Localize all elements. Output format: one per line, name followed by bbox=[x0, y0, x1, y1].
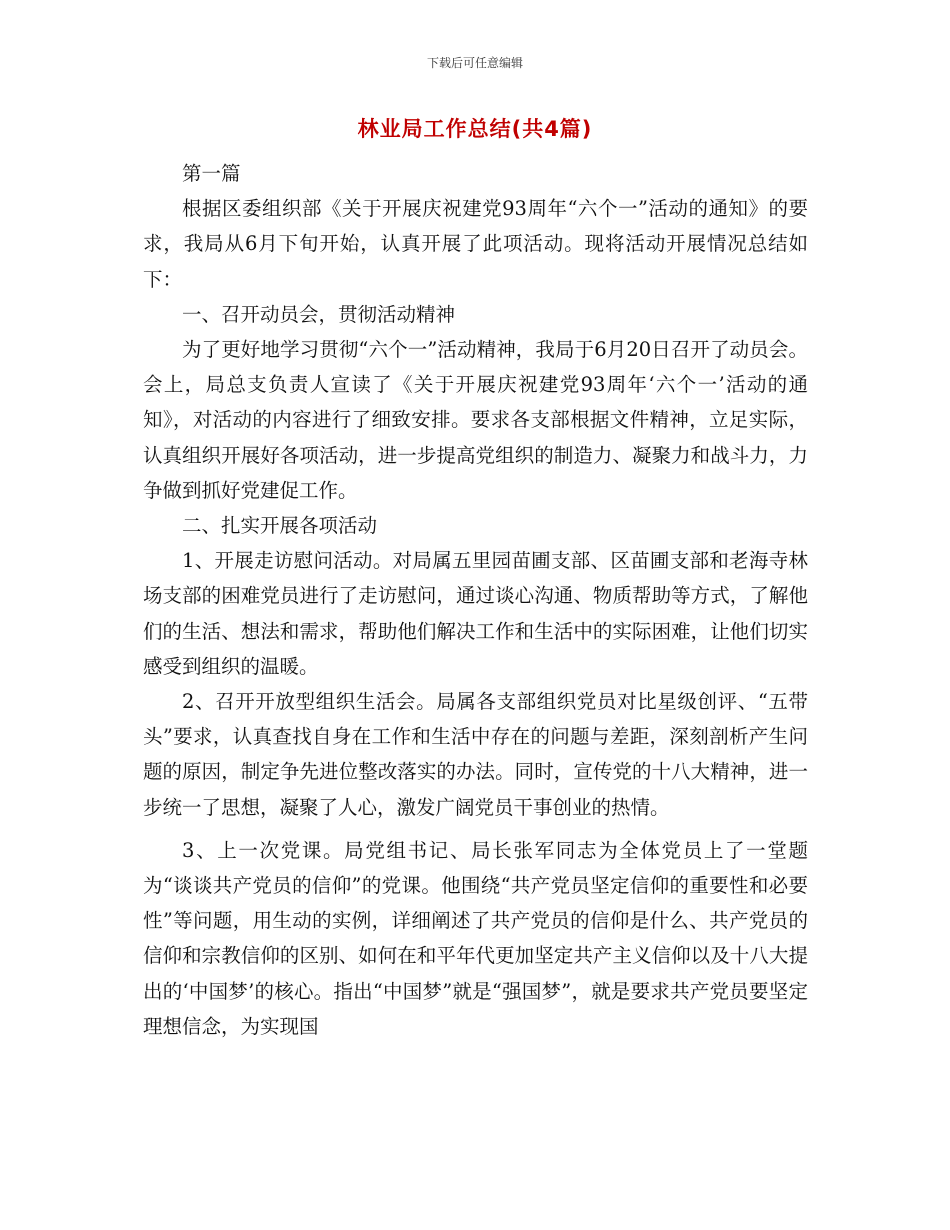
section-heading: 二、扎实开展各项活动 bbox=[182, 514, 378, 538]
body-paragraph: 1、开展走访慰问活动。对局属五里园苗圃支部、区苗圃支部和老海寺林场支部的困难党员进行了走访慰问，通过谈心沟通、物质帮助等方式，了解他们的生活、想法和需求，帮助他们解决工作和生活中的实际困难，让他们切实感受到组织的温暖。 bbox=[143, 549, 808, 678]
page-header-note: 下载后可任意编辑 bbox=[426, 56, 523, 70]
body-paragraph: 2、召开开放型组织生活会。局属各支部组织党员对比星级创评、“五带头”要求，认真查找自身在工作和生活中存在的问题与差距，深刻剖析产生问题的原因，制定争先进位整改落实的办法。同时，宣传党的十八大精神，进一步统一了思想，凝聚了人心，激发广阔党员干事创业的热情。 bbox=[143, 690, 808, 819]
document-title: 林业局工作总结(共4篇) bbox=[357, 117, 593, 141]
section-label: 第一篇 bbox=[182, 162, 241, 185]
body-paragraph: 为了更好地学习贯彻“六个一”活动精神，我局于6月20日召开了动员会。会上，局总支负责人宣读了《关于开展庆祝建党93周年‘六个一’活动的通知》，对活动的内容进行了细致安排。要求各支部根据文件精神，立足实际，认真组织开展好各项活动，进一步提高党组织的制造力、凝聚力和战斗力，力争做到抓好党建促工作。 bbox=[143, 338, 808, 502]
body-paragraph: 根据区委组织部《关于开展庆祝建党93周年“六个一”活动的通知》的要求，我局从6月下旬开始，认真开展了此项活动。现将活动开展情况总结如下： bbox=[143, 197, 808, 291]
body-paragraph: 3、上一次党课。局党组书记、局长张军同志为全体党员上了一堂题为“谈谈共产党员的信仰”的党课。他围绕“共产党员坚定信仰的重要性和必要性”等问题，用生动的实例，详细阐述了共产党员的信仰是什么、共产党员的信仰和宗教信仰的区别、如何在和平年代更加坚定共产主义信仰以及十八大提出的‘中国梦’的核心。指出“中国梦”就是“强国梦”，就是要求共产党员要坚定理想信念，为实现国 bbox=[143, 838, 808, 1038]
section-heading: 一、召开动员会，贯彻活动精神 bbox=[182, 302, 456, 326]
document-body bbox=[143, 156, 808, 1044]
